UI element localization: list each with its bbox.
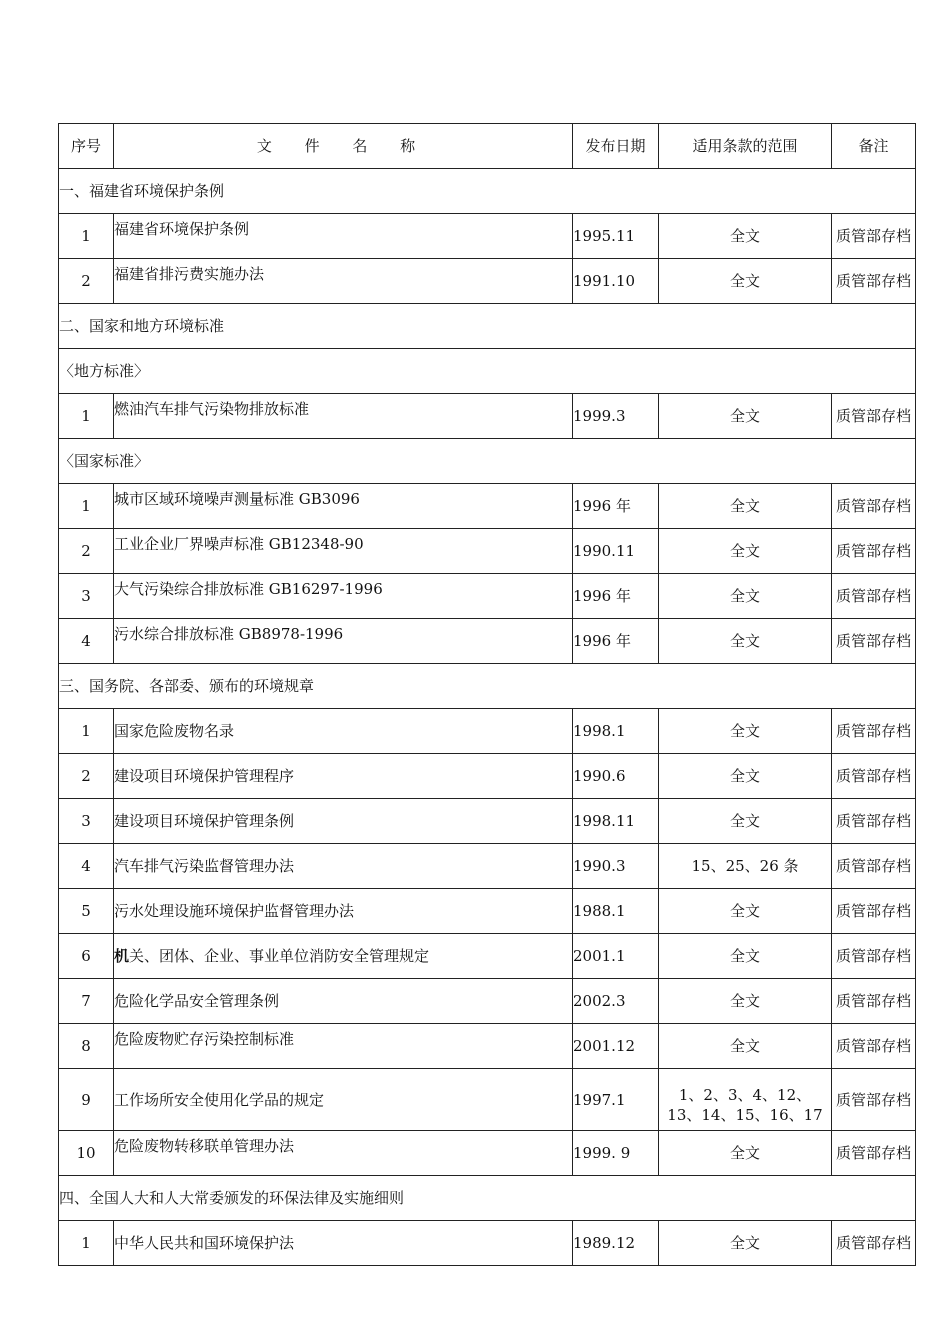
- row-seq: 3: [59, 574, 114, 619]
- row-date: 1989.12: [573, 1221, 659, 1266]
- row-scope: 全文: [659, 394, 832, 439]
- row-name: 工业企业厂界噪声标准 GB12348-90: [114, 529, 573, 574]
- row-name: 福建省环境保护条例: [114, 214, 573, 259]
- table-row: [59, 1221, 916, 1266]
- row-note: 质管部存档: [832, 979, 916, 1024]
- section-title: 三、国务院、各部委、颁布的环境规章: [59, 664, 916, 709]
- row-seq: 1: [59, 394, 114, 439]
- header-date: 发布日期: [573, 124, 659, 169]
- row-date: 1990.6: [573, 754, 659, 799]
- row-date: 1990.11: [573, 529, 659, 574]
- table-row: [59, 754, 916, 799]
- table-row: [59, 574, 916, 619]
- section-row: [59, 664, 916, 709]
- row-note: 质管部存档: [832, 574, 916, 619]
- table-row: [59, 1024, 916, 1069]
- row-date: 1995.11: [573, 214, 659, 259]
- row-name: 污水处理设施环境保护监督管理办法: [114, 889, 573, 934]
- row-note: 质管部存档: [832, 709, 916, 754]
- row-note: 质管部存档: [832, 934, 916, 979]
- row-name: 大气污染综合排放标准 GB16297-1996: [114, 574, 573, 619]
- row-note: 质管部存档: [832, 484, 916, 529]
- header-name: 文 件 名 称: [114, 124, 573, 169]
- row-seq: 8: [59, 1024, 114, 1069]
- table-row: [59, 1131, 916, 1176]
- row-scope: 全文: [659, 934, 832, 979]
- row-seq: 2: [59, 259, 114, 304]
- table-row: [59, 799, 916, 844]
- row-name: 建设项目环境保护管理条例: [114, 799, 573, 844]
- row-seq: 7: [59, 979, 114, 1024]
- row-date: 1999. 9: [573, 1131, 659, 1176]
- row-scope: 全文: [659, 619, 832, 664]
- table-row: [59, 709, 916, 754]
- row-name-bold-char: 机: [114, 947, 130, 965]
- row-note: 质管部存档: [832, 259, 916, 304]
- row-name: 燃油汽车排气污染物排放标准: [114, 394, 573, 439]
- row-scope: 全文: [659, 1221, 832, 1266]
- table-row: [59, 394, 916, 439]
- subsection-label: 〈国家标准〉: [59, 439, 916, 484]
- subsection-label: 〈地方标准〉: [59, 349, 916, 394]
- row-note: 质管部存档: [832, 1131, 916, 1176]
- table-row: [59, 259, 916, 304]
- header-seq: 序号: [59, 124, 114, 169]
- row-scope: 全文: [659, 979, 832, 1024]
- row-date: 2002.3: [573, 979, 659, 1024]
- row-scope: 全文: [659, 1024, 832, 1069]
- table-row: [59, 619, 916, 664]
- section-row: [59, 304, 916, 349]
- table-row: [59, 844, 916, 889]
- row-seq: 3: [59, 799, 114, 844]
- row-date: 2001.12: [573, 1024, 659, 1069]
- row-seq: 1: [59, 214, 114, 259]
- row-name: 危险废物贮存污染控制标准: [114, 1024, 573, 1069]
- row-seq: 6: [59, 934, 114, 979]
- row-scope: [659, 1069, 832, 1131]
- section-row: [59, 1176, 916, 1221]
- row-scope: 全文: [659, 214, 832, 259]
- table-row: [59, 934, 916, 979]
- row-date: 1988.1: [573, 889, 659, 934]
- row-seq: 2: [59, 754, 114, 799]
- row-name: [114, 934, 573, 979]
- header-note: 备注: [832, 124, 916, 169]
- table-row: [59, 214, 916, 259]
- row-scope: 全文: [659, 709, 832, 754]
- table-header-row: [59, 124, 916, 169]
- row-seq: 1: [59, 484, 114, 529]
- row-seq: 1: [59, 1221, 114, 1266]
- row-name: 汽车排气污染监督管理办法: [114, 844, 573, 889]
- row-scope: 全文: [659, 1131, 832, 1176]
- table-row: [59, 1069, 916, 1131]
- row-note: 质管部存档: [832, 619, 916, 664]
- row-note: 质管部存档: [832, 889, 916, 934]
- row-seq: 5: [59, 889, 114, 934]
- row-seq: 9: [59, 1069, 114, 1131]
- table-row: [59, 889, 916, 934]
- row-name-rest: 关、团体、企业、事业单位消防安全管理规定: [129, 947, 430, 965]
- row-date: 1996 年: [573, 574, 659, 619]
- row-date: 1999.3: [573, 394, 659, 439]
- row-note: 质管部存档: [832, 1069, 916, 1131]
- section-title: 四、全国人大和人大常委颁发的环保法律及实施细则: [59, 1176, 916, 1221]
- row-note: 质管部存档: [832, 844, 916, 889]
- row-date: 1991.10: [573, 259, 659, 304]
- row-seq: 1: [59, 709, 114, 754]
- row-name: 中华人民共和国环境保护法: [114, 1221, 573, 1266]
- row-note: 质管部存档: [832, 754, 916, 799]
- row-scope: 全文: [659, 799, 832, 844]
- section-title: 一、福建省环境保护条例: [59, 169, 916, 214]
- header-scope: 适用条款的范围: [659, 124, 832, 169]
- row-note: 质管部存档: [832, 394, 916, 439]
- row-name: 福建省排污费实施办法: [114, 259, 573, 304]
- row-note: 质管部存档: [832, 1024, 916, 1069]
- row-note: 质管部存档: [832, 1221, 916, 1266]
- row-scope-text: 1、2、3、4、12、13、14、15、16、17: [667, 1086, 823, 1124]
- row-date: 2001.1: [573, 934, 659, 979]
- row-scope: 全文: [659, 889, 832, 934]
- subsection-row: [59, 439, 916, 484]
- row-name: 危险废物转移联单管理办法: [114, 1131, 573, 1176]
- row-note: 质管部存档: [832, 529, 916, 574]
- row-scope: 全文: [659, 754, 832, 799]
- subsection-row: [59, 349, 916, 394]
- row-scope: 全文: [659, 529, 832, 574]
- row-name: 国家危险废物名录: [114, 709, 573, 754]
- row-seq: 4: [59, 844, 114, 889]
- row-name: 危险化学品安全管理条例: [114, 979, 573, 1024]
- table-row: [59, 979, 916, 1024]
- row-date: 1997.1: [573, 1069, 659, 1131]
- row-name: 城市区域环境噪声测量标准 GB3096: [114, 484, 573, 529]
- table-row: [59, 484, 916, 529]
- row-seq: 4: [59, 619, 114, 664]
- row-date: 1996 年: [573, 484, 659, 529]
- row-date: 1990.3: [573, 844, 659, 889]
- row-name: 工作场所安全使用化学品的规定: [114, 1069, 573, 1131]
- row-name: 污水综合排放标准 GB8978-1996: [114, 619, 573, 664]
- regulations-table: [58, 123, 916, 1266]
- row-note: 质管部存档: [832, 214, 916, 259]
- section-title: 二、国家和地方环境标准: [59, 304, 916, 349]
- row-name: 建设项目环境保护管理程序: [114, 754, 573, 799]
- section-row: [59, 169, 916, 214]
- row-scope: 全文: [659, 574, 832, 619]
- row-scope: 全文: [659, 259, 832, 304]
- row-note: 质管部存档: [832, 799, 916, 844]
- row-date: 1996 年: [573, 619, 659, 664]
- row-scope: 15、25、26 条: [659, 844, 832, 889]
- row-date: 1998.11: [573, 799, 659, 844]
- row-date: 1998.1: [573, 709, 659, 754]
- row-seq: 10: [59, 1131, 114, 1176]
- row-seq: 2: [59, 529, 114, 574]
- row-scope: 全文: [659, 484, 832, 529]
- table-row: [59, 529, 916, 574]
